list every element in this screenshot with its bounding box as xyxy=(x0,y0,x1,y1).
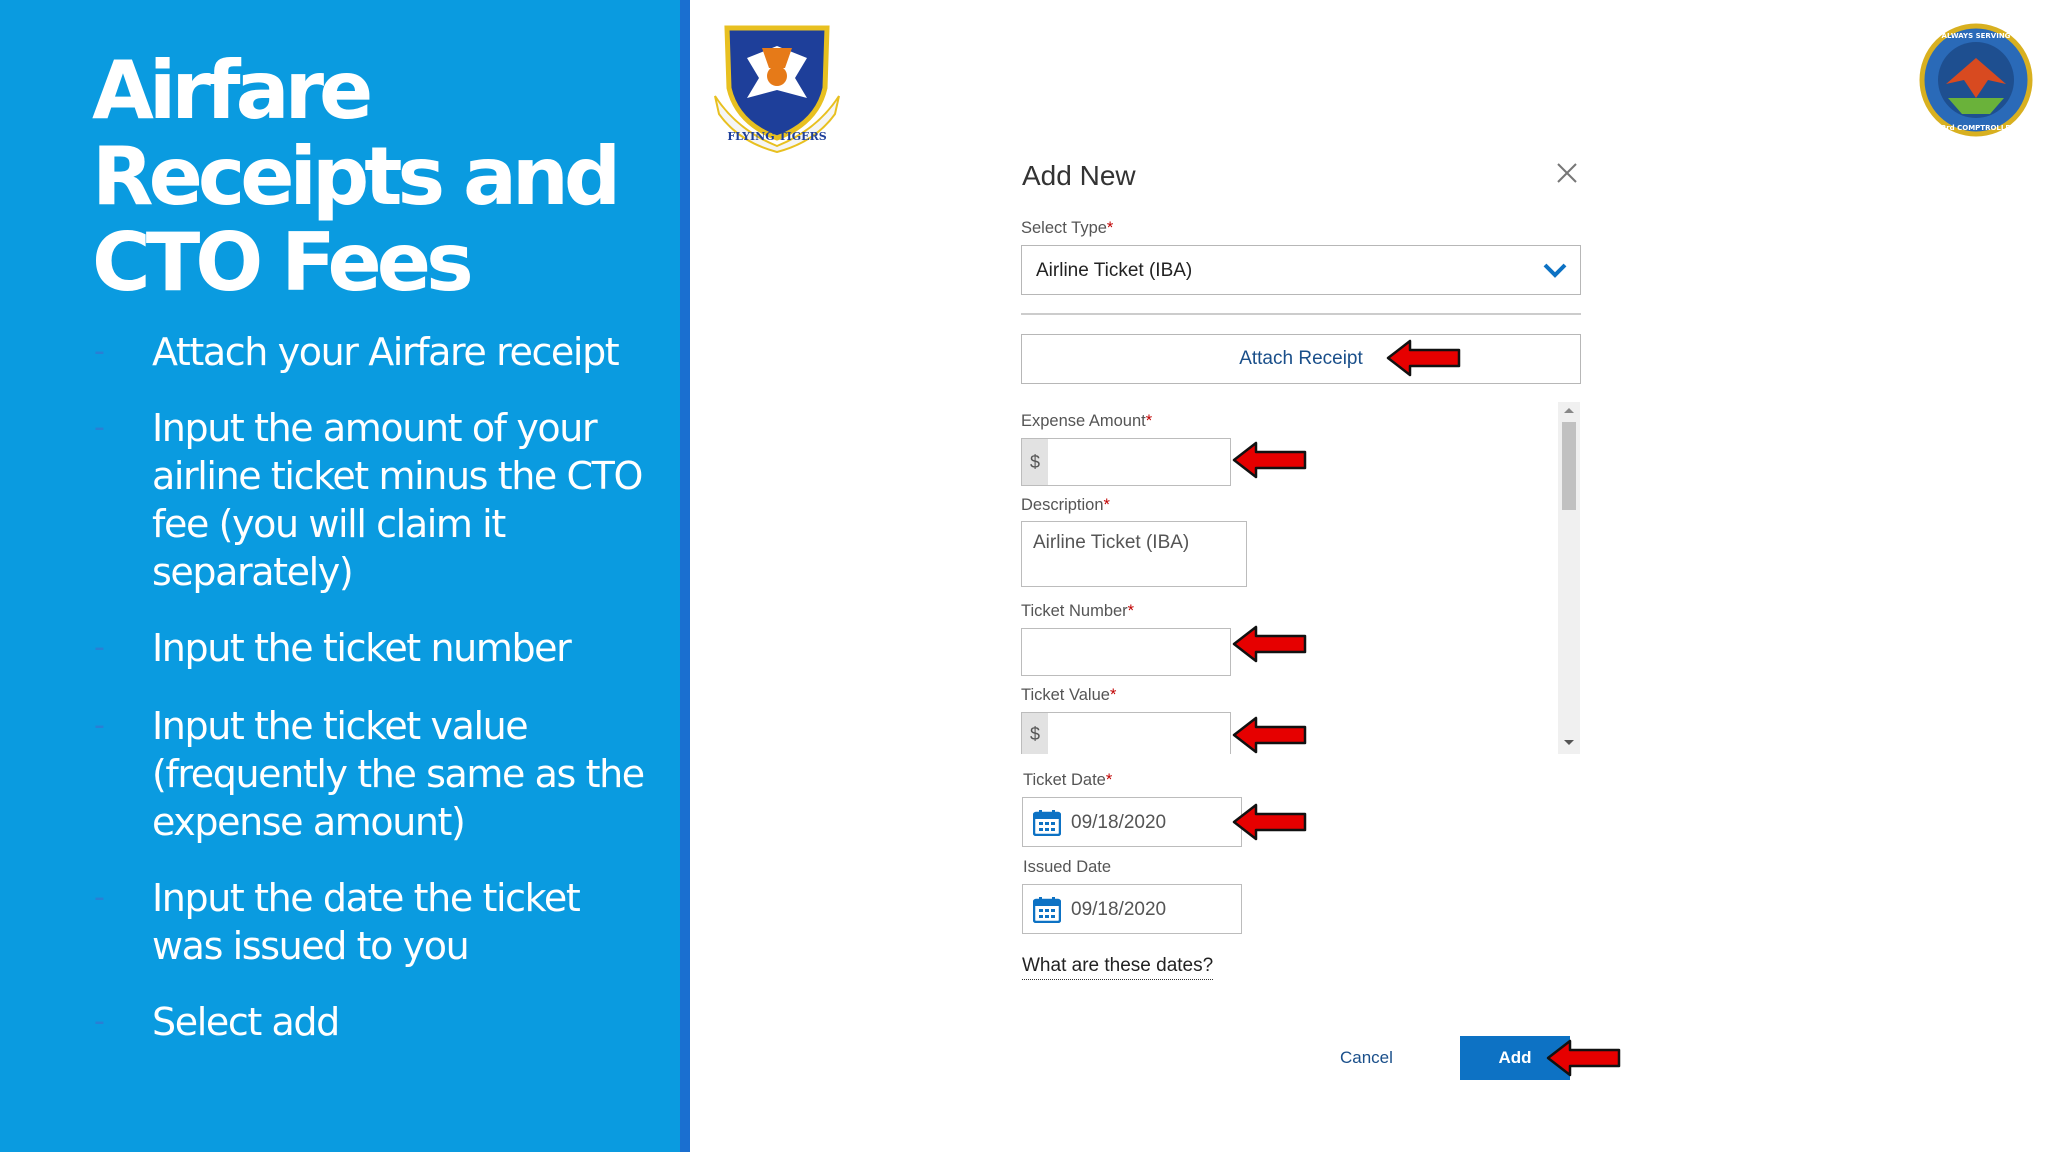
bullet-dash: - xyxy=(94,334,104,369)
ticket-value-label: Ticket Value* xyxy=(1021,686,1117,704)
logo-right-bottom-text: 23rd COMPTROLLER xyxy=(1936,124,2016,132)
instruction-list xyxy=(92,328,652,1046)
logo-left-text: FLYING TIGERS xyxy=(727,130,827,143)
description-textarea[interactable]: Airline Ticket (IBA) xyxy=(1021,521,1247,587)
instruction-text: Select add xyxy=(152,1000,339,1044)
instruction-item xyxy=(92,404,652,596)
red-arrow-icon xyxy=(1232,440,1308,480)
bullet-dash: - xyxy=(94,1004,104,1039)
red-arrow-icon xyxy=(1232,802,1308,842)
slide-title-line: CTO Fees xyxy=(92,216,469,309)
bullet-dash: - xyxy=(94,410,104,445)
attach-receipt-button[interactable]: Attach Receipt xyxy=(1021,334,1581,384)
instruction-text: Input the date the ticket was issued to you xyxy=(152,876,580,968)
ticket-date-value: 09/18/2020 xyxy=(1071,812,1167,833)
instruction-text: Input the amount of your airline ticket minus the CTO fee (you will claim it separately) xyxy=(152,406,642,594)
instruction-item xyxy=(92,998,652,1046)
bullet-dash: - xyxy=(94,708,104,743)
ticket-date-label: Ticket Date* xyxy=(1023,771,1113,789)
add-button[interactable]: Add xyxy=(1460,1036,1570,1080)
ticket-number-input[interactable] xyxy=(1021,628,1231,676)
select-type-label: Select Type* xyxy=(1021,219,1114,237)
dollar-prefix: $ xyxy=(1022,439,1048,485)
cancel-button[interactable]: Cancel xyxy=(1340,1048,1393,1067)
bullet-dash: - xyxy=(94,630,104,665)
select-type-dropdown[interactable] xyxy=(1021,245,1581,295)
instruction-text: Input the ticket value (frequently the same as the expense amount) xyxy=(152,704,644,844)
calendar-icon[interactable] xyxy=(1033,897,1061,923)
slide-title-line: Airfare xyxy=(92,44,369,137)
calendar-icon[interactable] xyxy=(1033,810,1061,836)
instruction-item xyxy=(92,702,652,846)
instruction-text: Input the ticket number xyxy=(152,626,571,670)
flying-tigers-shield-icon xyxy=(707,18,847,154)
issued-date-label: Issued Date xyxy=(1023,858,1112,876)
slide-title-line: Receipts and xyxy=(92,130,617,223)
instruction-item xyxy=(92,328,652,376)
scroll-down-arrow-icon[interactable] xyxy=(1564,740,1574,745)
expense-amount-input[interactable] xyxy=(1021,438,1231,486)
scroll-up-arrow-icon[interactable] xyxy=(1564,408,1574,413)
dialog-title: Add New xyxy=(1022,160,1136,191)
red-arrow-icon xyxy=(1232,715,1308,755)
logo-right-top-text: ALWAYS SERVING xyxy=(1941,32,2011,40)
bullet-dash: - xyxy=(94,880,104,915)
description-label: Description* xyxy=(1021,496,1110,514)
ticket-number-label: Ticket Number* xyxy=(1021,602,1135,620)
expense-amount-label: Expense Amount* xyxy=(1021,412,1153,430)
red-arrow-icon xyxy=(1232,624,1308,664)
red-arrow-icon xyxy=(1546,1038,1622,1078)
divider xyxy=(1021,313,1581,315)
select-type-value: Airline Ticket (IBA) xyxy=(1036,260,1193,281)
slide-title xyxy=(92,44,652,309)
what-are-these-dates-link[interactable]: What are these dates? xyxy=(1022,955,1213,980)
close-icon[interactable] xyxy=(1552,158,1582,188)
ticket-date-input[interactable] xyxy=(1022,797,1242,847)
dollar-prefix: $ xyxy=(1022,713,1048,754)
instruction-item xyxy=(92,624,652,672)
comptroller-emblem-icon xyxy=(1918,18,2034,144)
instruction-text: Attach your Airfare receipt xyxy=(152,330,619,374)
red-arrow-icon xyxy=(1386,338,1462,378)
issued-date-value: 09/18/2020 xyxy=(1071,899,1167,920)
scroll-thumb[interactable] xyxy=(1562,422,1576,510)
panel-divider-stripe xyxy=(680,0,690,1152)
ticket-value-input[interactable] xyxy=(1021,712,1231,754)
issued-date-input[interactable] xyxy=(1022,884,1242,934)
chevron-down-icon xyxy=(1542,260,1568,280)
instruction-item xyxy=(92,874,652,970)
